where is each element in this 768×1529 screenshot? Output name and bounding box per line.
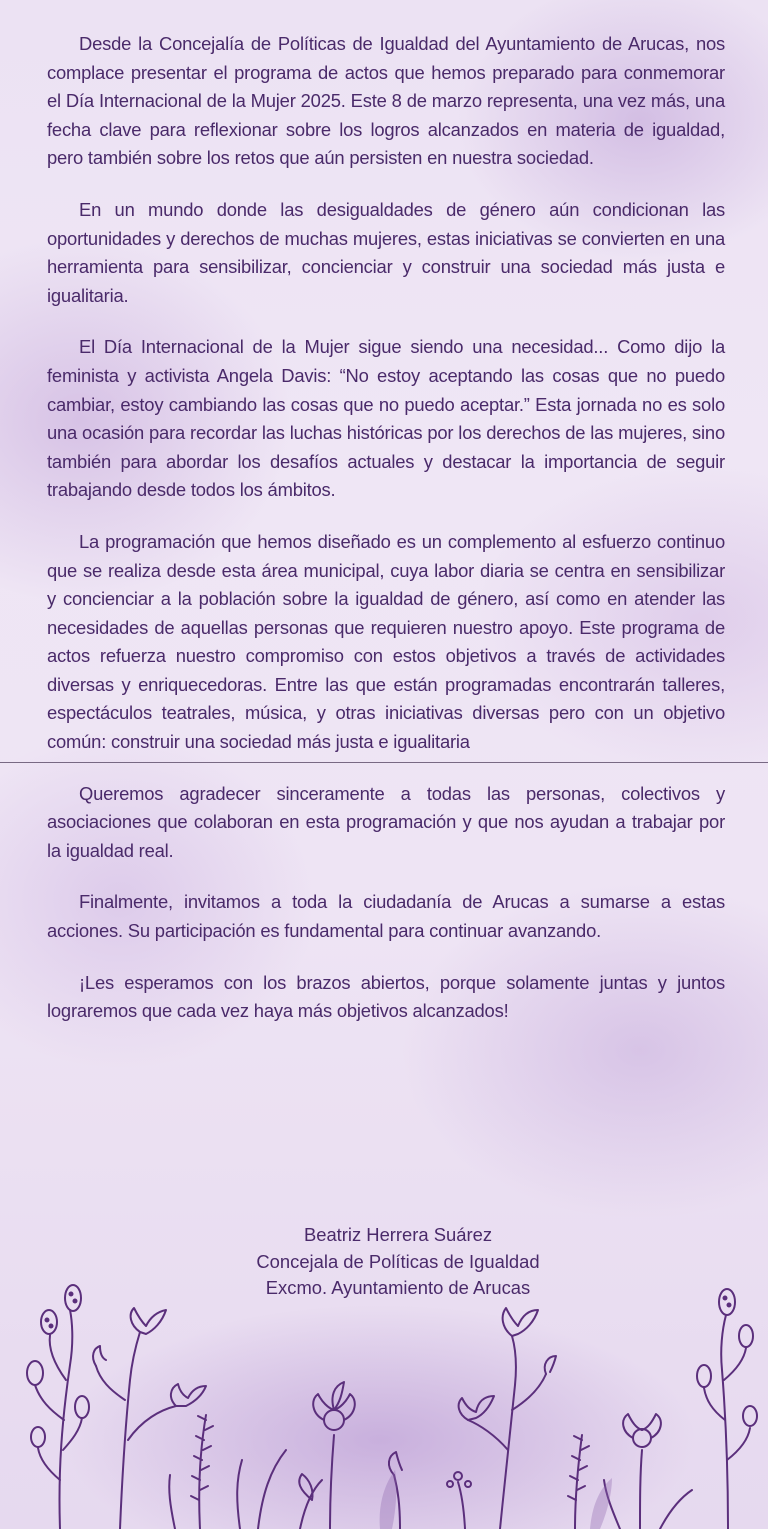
paragraph-intro: Desde la Concejalía de Políticas de Igualdad del Ayuntamiento de Arucas, nos complace presentar el programa de actos que hemos preparado para conmemorar el Día Internacional de la Mujer 2025. Este 8 de marzo representa, una vez más, una fecha clave para reflexionar sobre los logros alcanzados en materia de igualdad, pero también sobre los retos que aún persisten en nuestra sociedad. — [47, 33, 725, 169]
signature-institution: Excmo. Ayuntamiento de Arucas — [265, 1277, 531, 1298]
signature-name: Beatriz Herrera Suárez — [303, 1224, 493, 1245]
fold-line-divider — [0, 762, 768, 763]
letter-body — [47, 30, 725, 1049]
floral-border-icon — [0, 1270, 768, 1529]
paragraph-invitation: Finalmente, invitamos a toda la ciudadanía de Arucas a sumarse a estas acciones. Su participación es fundamental para continuar avanzando. — [47, 891, 725, 942]
paragraph-womens-day: El Día Internacional de la Mujer sigue siendo una necesidad... Como dijo la feminista y activista Angela Davis: “No estoy aceptando las cosas que no puedo cambiar, estoy cambiando las cosas que no puedo aceptar.” Esta jornada no es solo una ocasión para recordar las luchas históricas por los derechos de las mujeres, sino también para abordar los desafíos actuales y destacar la importancia de seguir trabajando desde todos los ámbitos. — [47, 336, 725, 501]
paragraph-closing: ¡Les esperamos con los brazos abiertos, porque solamente juntas y juntos lograremos que cada vez haya más objetivos alcanzados! — [47, 971, 725, 1022]
paragraph-thanks: Queremos agradecer sinceramente a todas las personas, colectivos y asociaciones que colaboran en esta programación y que nos ayudan a trabajar por la igualdad real. — [47, 782, 725, 861]
paragraph-inequality: En un mundo donde las desigualdades de género aún condicionan las oportunidades y derechos de muchas mujeres, estas iniciativas se convierten en una herramienta para sensibilizar, concienciar y construir una sociedad más justa e igualitaria. — [47, 198, 725, 306]
signature-role: Concejala de Políticas de Igualdad — [256, 1250, 540, 1272]
paragraph-programming: La programación que hemos diseñado es un complemento al esfuerzo continuo que se realiza desde esta área municipal, cuya labor diaria se centra en sensibilizar y concienciar a la población sobre la igualdad de género, así como en atender las necesidades de aquellas personas que requieren nuestro apoyo. Este programa de actos refuerza nuestro compromiso con estos objetivos a través de actividades diversas y enriquecedoras. Entre las que están programadas encontrarán talleres, espectáculos teatrales, música, y otras iniciativas diversas pero con un objetivo común: construir una sociedad más justa e igualitaria — [47, 530, 725, 753]
